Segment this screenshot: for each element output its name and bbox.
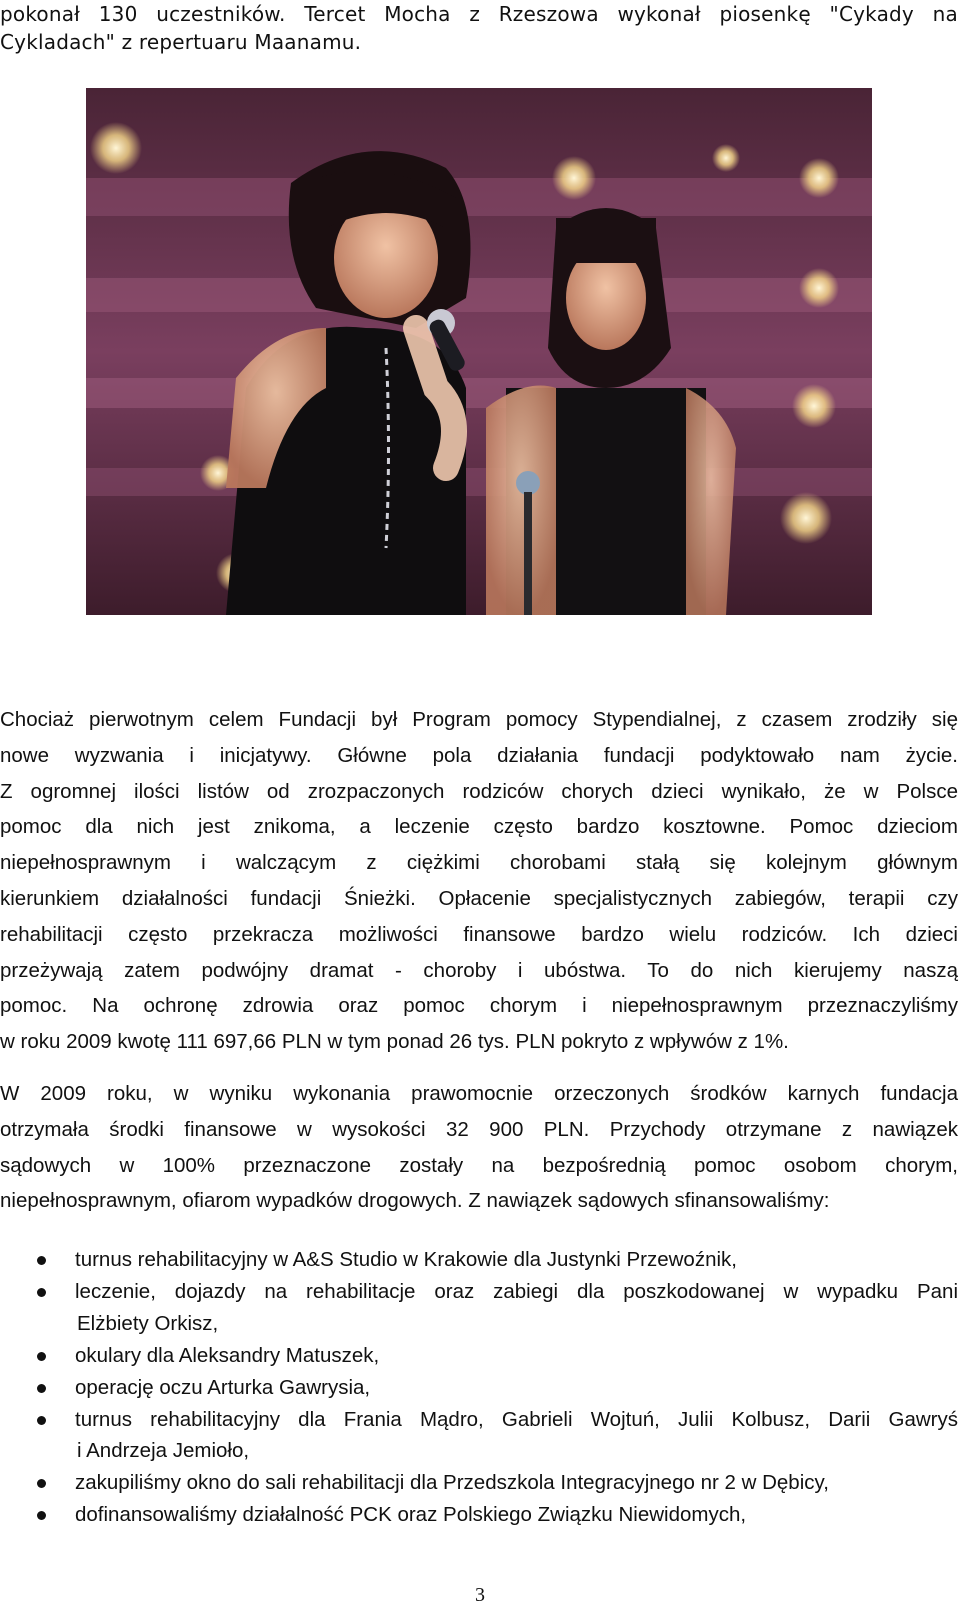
bullet-icon [37, 1416, 46, 1425]
intro-paragraph [0, 0, 958, 56]
bullet-icon [37, 1256, 46, 1265]
list-item [0, 1276, 958, 1339]
paragraph-line: niepełnosprawnym, ofiarom wypadków drogowych. Z nawiązek sądowych sfinansowaliśmy: [0, 1189, 830, 1213]
paragraph-line: w roku 2009 kwotę 111 697,66 PLN w tym ponad 26 tys. PLN pokryto z wpływów z 1%. [0, 1030, 789, 1054]
paragraph-health-aid [0, 702, 958, 1060]
bullet-icon [37, 1288, 46, 1297]
intro-line: Cykladach" z repertuaru Maanamu. [0, 30, 362, 54]
list-item-text: dofinansowaliśmy działalność PCK oraz Polskiego Związku Niewidomych, [75, 1503, 747, 1526]
photo-icon [86, 88, 872, 615]
list-item-text [75, 1404, 958, 1467]
page-number: 3 [475, 1584, 485, 1606]
list-item-line: i Andrzeja Jemioło, [77, 1439, 250, 1462]
paragraph-line: pomoc dla nich jest znikoma, a leczenie często bardzo kosztowne. Pomoc dzieciom [0, 815, 958, 839]
paragraph-line: sądowych w 100% przeznaczone zostały na bezpośrednią pomoc osobom chorym, [0, 1153, 958, 1177]
list-item-line: leczenie, dojazdy na rehabilitacje oraz zabiegi dla poszkodowanej w wypadku Pani [75, 1280, 958, 1303]
paragraph-line: przeżywają zatem podwójny dramat - choroby i ubóstwa. To do nich kierujemy naszą [0, 958, 958, 982]
list-item [0, 1340, 958, 1372]
list-item-line: Elżbiety Orkisz, [77, 1311, 219, 1335]
paragraph-line: niepełnosprawnym i walczącym z ciężkimi chorobami stałą się kolejnym głównym [0, 851, 958, 875]
list-item [0, 1499, 958, 1531]
paragraph-line: Z ogromnej ilości listów od zrozpaczonych rodziców chorych dzieci wynikało, że w Polsce [0, 779, 958, 803]
paragraph-line: rehabilitacji często przekracza możliwości finansowe bardzo wielu rodziców. Ich dzieci [0, 922, 958, 946]
paragraph-line: Chociaż pierwotnym celem Fundacji był Program pomocy Stypendialnej, z czasem zrodziły się [0, 708, 958, 731]
list-item-text: turnus rehabilitacyjny w A&S Studio w Krakowie dla Justynki Przewoźnik, [75, 1248, 737, 1271]
list-item [0, 1467, 958, 1499]
list-item [0, 1404, 958, 1467]
bullet-icon [37, 1479, 46, 1488]
paragraph-line: pomoc. Na ochronę zdrowia oraz pomoc chorym i niepełnosprawnym przeznaczyliśmy [0, 994, 958, 1018]
list-item-text: operację oczu Arturka Gawrysia, [75, 1375, 371, 1399]
bullet-icon [37, 1352, 46, 1361]
list-item-line: turnus rehabilitacyjny dla Frania Mądro, Gabrieli Wojtuń, Julii Kolbusz, Darii Gawryś [75, 1407, 958, 1431]
paragraph-line: otrzymała środki finansowe w wysokości 32 900 PLN. Przychody otrzymane z nawiązek [0, 1117, 958, 1141]
paragraph-line: nowe wyzwania i inicjatywy. Główne pola działania fundacji podyktowało nam życie. [0, 743, 958, 767]
intro-line: pokonał 130 uczestników. Tercet Mocha z Rzeszowa wykonał piosenkę "Cykady na [0, 2, 958, 26]
paragraph-line: W 2009 roku, w wyniku wykonania prawomocnie orzeczonych środków karnych fundacja [0, 1082, 958, 1105]
concert-photo [86, 88, 872, 615]
list-item [0, 1244, 958, 1276]
list-item [0, 1372, 958, 1404]
list-item-text [75, 1276, 958, 1339]
list-item-text: okulary dla Aleksandry Matuszek, [75, 1343, 380, 1367]
paragraph-court-funds [0, 1076, 958, 1219]
funded-items-list [0, 1244, 960, 1531]
bullet-icon [37, 1511, 46, 1520]
list-item-text: zakupiliśmy okno do sali rehabilitacji dla Przedszkola Integracyjnego nr 2 w Dębicy, [75, 1471, 829, 1494]
paragraph-line: kierunkiem działalności fundacji Śnieżki. Opłacenie specjalistycznych zabiegów, terapii czy [0, 886, 958, 910]
bullet-icon [37, 1384, 46, 1393]
